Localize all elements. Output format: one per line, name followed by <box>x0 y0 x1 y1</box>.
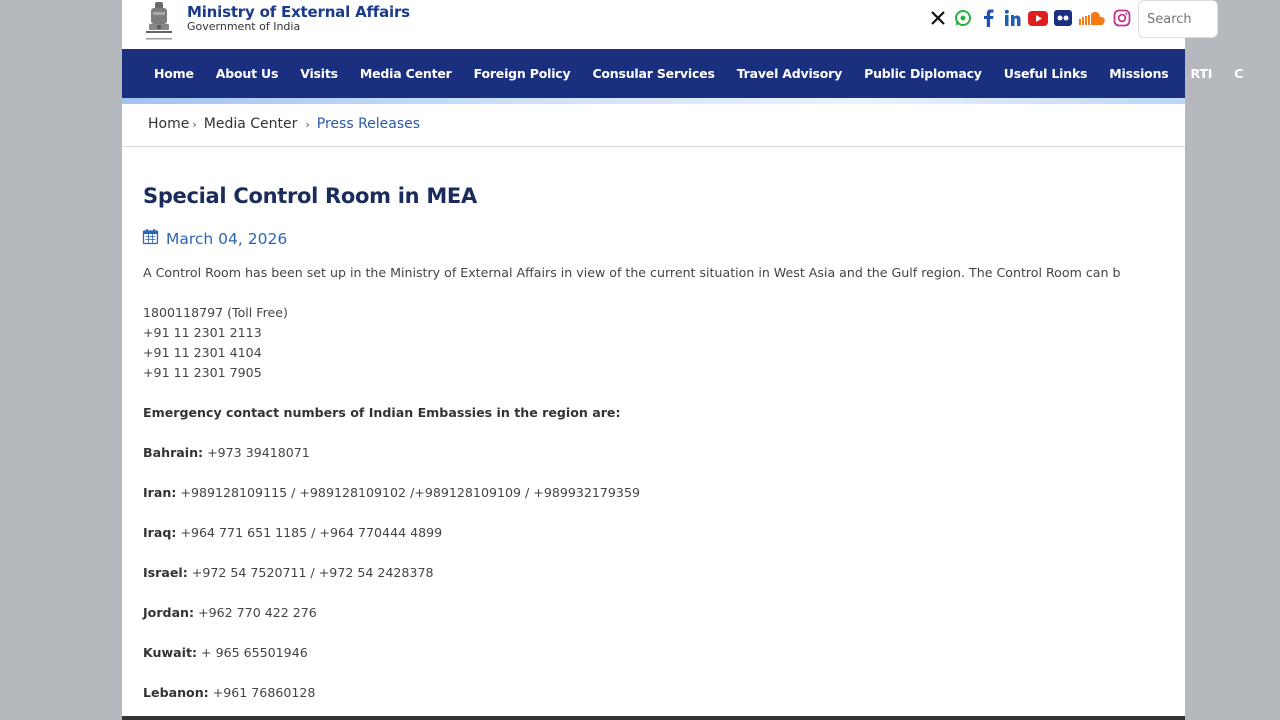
contact-numbers: +964 771 651 1185 / +964 770444 4899 <box>176 525 443 540</box>
phone-number: 1800118797 (Toll Free) <box>143 305 288 320</box>
facebook-icon[interactable] <box>978 9 997 28</box>
date-text: March 04, 2026 <box>166 229 288 248</box>
country-label: Bahrain: <box>143 445 204 460</box>
linkedin-icon[interactable] <box>1003 9 1022 28</box>
page-bottom-edge <box>122 716 1185 720</box>
embassy-row-lebanon <box>143 685 315 700</box>
page-title: Special Control Room in MEA <box>143 184 477 208</box>
contact-numbers: + 965 65501946 <box>197 645 308 660</box>
embassy-row-israel <box>143 565 433 580</box>
nav-item-consular-services[interactable]: Consular Services <box>592 66 715 81</box>
publish-date <box>143 229 287 248</box>
national-emblem-logo[interactable] <box>142 0 176 46</box>
nav-item-foreign-policy[interactable]: Foreign Policy <box>473 66 571 81</box>
nav-item-media-center[interactable]: Media Center <box>359 66 452 81</box>
phone-number: +91 11 2301 4104 <box>143 345 262 360</box>
nav-item-visits[interactable]: Visits <box>300 66 338 81</box>
youtube-icon[interactable] <box>1028 9 1047 28</box>
site-title[interactable]: Ministry of External Affairs <box>187 3 410 21</box>
instagram-icon[interactable] <box>1112 9 1131 28</box>
nav-item-travel-advisory[interactable]: Travel Advisory <box>736 66 843 81</box>
breadcrumb <box>148 116 420 132</box>
nav-item-about-us[interactable]: About Us <box>215 66 279 81</box>
breadcrumb-home[interactable]: Home <box>148 116 190 132</box>
nav-item-public-diplomacy[interactable]: Public Diplomacy <box>864 66 982 81</box>
country-label: Israel: <box>143 565 188 580</box>
nav-decorative-band <box>122 98 1185 104</box>
nav-item-truncated[interactable]: C <box>1234 66 1244 81</box>
emergency-heading: Emergency contact numbers of Indian Embassies in the region are: <box>143 405 621 420</box>
breadcrumb-current[interactable]: Press Releases <box>316 116 421 132</box>
site-subtitle: Government of India <box>187 20 301 33</box>
soundcloud-icon[interactable] <box>1078 9 1106 28</box>
embassy-row-kuwait <box>143 645 308 660</box>
x-icon[interactable] <box>928 9 947 28</box>
social-links <box>928 7 1131 29</box>
embassy-row-iraq <box>143 525 442 540</box>
whatsapp-icon[interactable] <box>953 9 972 28</box>
contact-numbers: +972 54 7520711 / +972 54 2428378 <box>187 565 434 580</box>
embassy-row-jordan <box>143 605 317 620</box>
nav-item-useful-links[interactable]: Useful Links <box>1003 66 1088 81</box>
country-label: Lebanon: <box>143 685 209 700</box>
flickr-icon[interactable] <box>1053 9 1072 28</box>
nav-item-missions[interactable]: Missions <box>1109 66 1169 81</box>
phone-number: +91 11 2301 7905 <box>143 365 262 380</box>
intro-paragraph: A Control Room has been set up in the Ministry of External Affairs in view of the current situation in West Asia and the Gulf region. The Control Room can b <box>143 265 1121 280</box>
chevron-right-icon: › <box>192 118 197 131</box>
search-input[interactable] <box>1138 0 1218 38</box>
country-label: Jordan: <box>143 605 195 620</box>
main-navigation <box>122 49 1244 98</box>
divider <box>122 146 1185 147</box>
phone-number: +91 11 2301 2113 <box>143 325 262 340</box>
contact-numbers: +962 770 422 276 <box>194 605 317 620</box>
chevron-right-icon: › <box>305 118 310 131</box>
nav-item-rti[interactable]: RTI <box>1190 66 1213 81</box>
calendar-icon <box>143 229 158 248</box>
breadcrumb-media-center[interactable]: Media Center <box>203 116 298 132</box>
embassy-row-bahrain <box>143 445 310 460</box>
country-label: Iraq: <box>143 525 177 540</box>
country-label: Kuwait: <box>143 645 198 660</box>
browser-page <box>122 0 1244 720</box>
contact-numbers: +973 39418071 <box>203 445 310 460</box>
nav-item-home[interactable]: Home <box>154 66 194 81</box>
country-label: Iran: <box>143 485 177 500</box>
site-header <box>122 0 1185 49</box>
embassy-row-iran <box>143 485 640 500</box>
contact-numbers: +961 76860128 <box>208 685 316 700</box>
contact-numbers: +989128109115 / +989128109102 /+989128109109 / +989932179359 <box>176 485 640 500</box>
